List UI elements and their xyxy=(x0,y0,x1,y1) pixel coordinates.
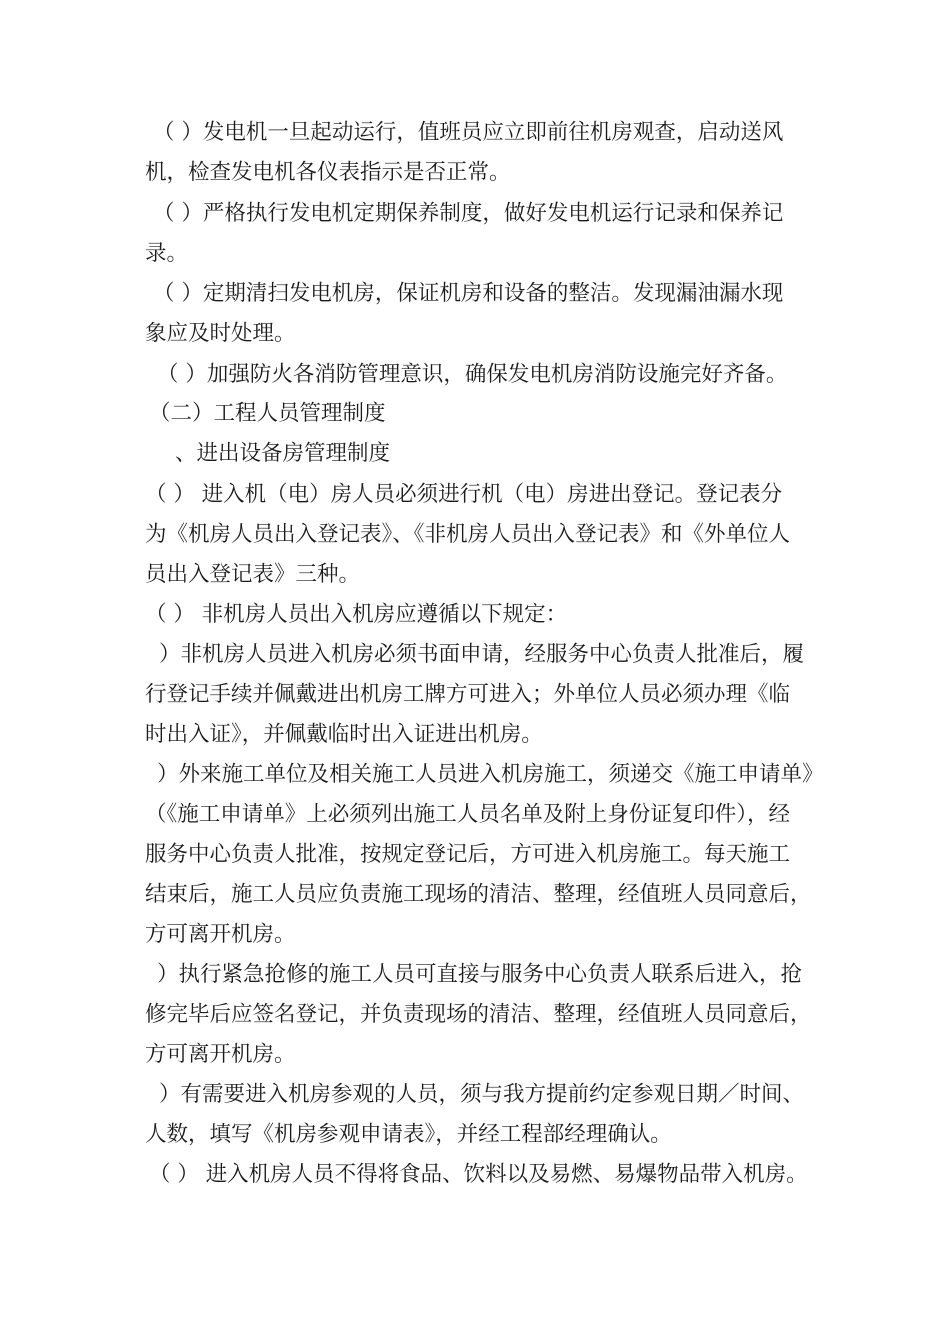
text-line: 服务中心负责人批准，按规定登记后，方可进入机房施工。每天施工 xyxy=(145,842,791,867)
text-line: （ ）加强防火各消防管理意识，确保发电机房消防设施完好齐备。 xyxy=(157,362,788,387)
text-line: （ ） 进入机（电）房人员必须进行机（电）房进出登记。登记表分 xyxy=(145,482,783,507)
text-line: 机，检查发电机各仪表指示是否正常。 xyxy=(145,160,511,185)
text-line: 修完毕后应签名登记，并负责现场的清洁、整理，经值班人员同意后， xyxy=(145,1002,812,1027)
text-line: 行登记手续并佩戴进出机房工牌方可进入；外单位人员必须办理《临 xyxy=(145,682,791,707)
subsection-heading: 、进出设备房管理制度 xyxy=(175,441,391,466)
text-line: ）非机房人员进入机房必须书面申请，经服务中心负责人批准后，履 xyxy=(159,642,805,667)
text-line: ）外来施工单位及相关施工人员进入机房施工，须递交《施工申请单》 xyxy=(157,762,824,787)
text-line: 人数，填写《机房参观申请表》，并经工程部经理确认。 xyxy=(145,1122,672,1147)
text-line: 时出入证》，并佩戴临时出入证进出机房。 xyxy=(145,722,543,747)
text-line: 方可离开机房。 xyxy=(145,1042,296,1067)
text-line: （ ）严格执行发电机定期保养制度，做好发电机运行记录和保养记 xyxy=(153,201,784,226)
text-line: （《施工申请单》上必须列出施工人员名单及附上身份证复印件），经 xyxy=(145,802,791,827)
text-line: 方可离开机房。 xyxy=(145,922,296,947)
text-line: （ ） 非机房人员出入机房应遵循以下规定： xyxy=(145,602,568,627)
text-line: （ ）定期清扫发电机房，保证机房和设备的整洁。发现漏油漏水现 xyxy=(153,281,784,306)
text-line: （ ）发电机一旦起动运行，值班员应立即前往机房观查，启动送风 xyxy=(153,120,784,145)
text-line: ）有需要进入机房参观的人员，须与我方提前约定参观日期／时间、 xyxy=(159,1082,805,1107)
text-line: 结束后，施工人员应负责施工现场的清洁、整理，经值班人员同意后， xyxy=(145,882,812,907)
text-line: （ ） 进入机房人员不得将食品、饮料以及易燃、易爆物品带入机房。 xyxy=(149,1162,808,1187)
text-line: 员出入登记表》三种。 xyxy=(145,562,361,587)
text-line: 象应及时处理。 xyxy=(145,321,296,346)
text-line: 为《机房人员出入登记表》、《非机房人员出入登记表》和《外单位人 xyxy=(145,522,791,547)
text-line: 录。 xyxy=(145,241,189,266)
text-line: ）执行紧急抢修的施工人员可直接与服务中心负责人联系后进入，抢 xyxy=(157,962,803,987)
section-heading: （二）工程人员管理制度 xyxy=(149,401,386,426)
